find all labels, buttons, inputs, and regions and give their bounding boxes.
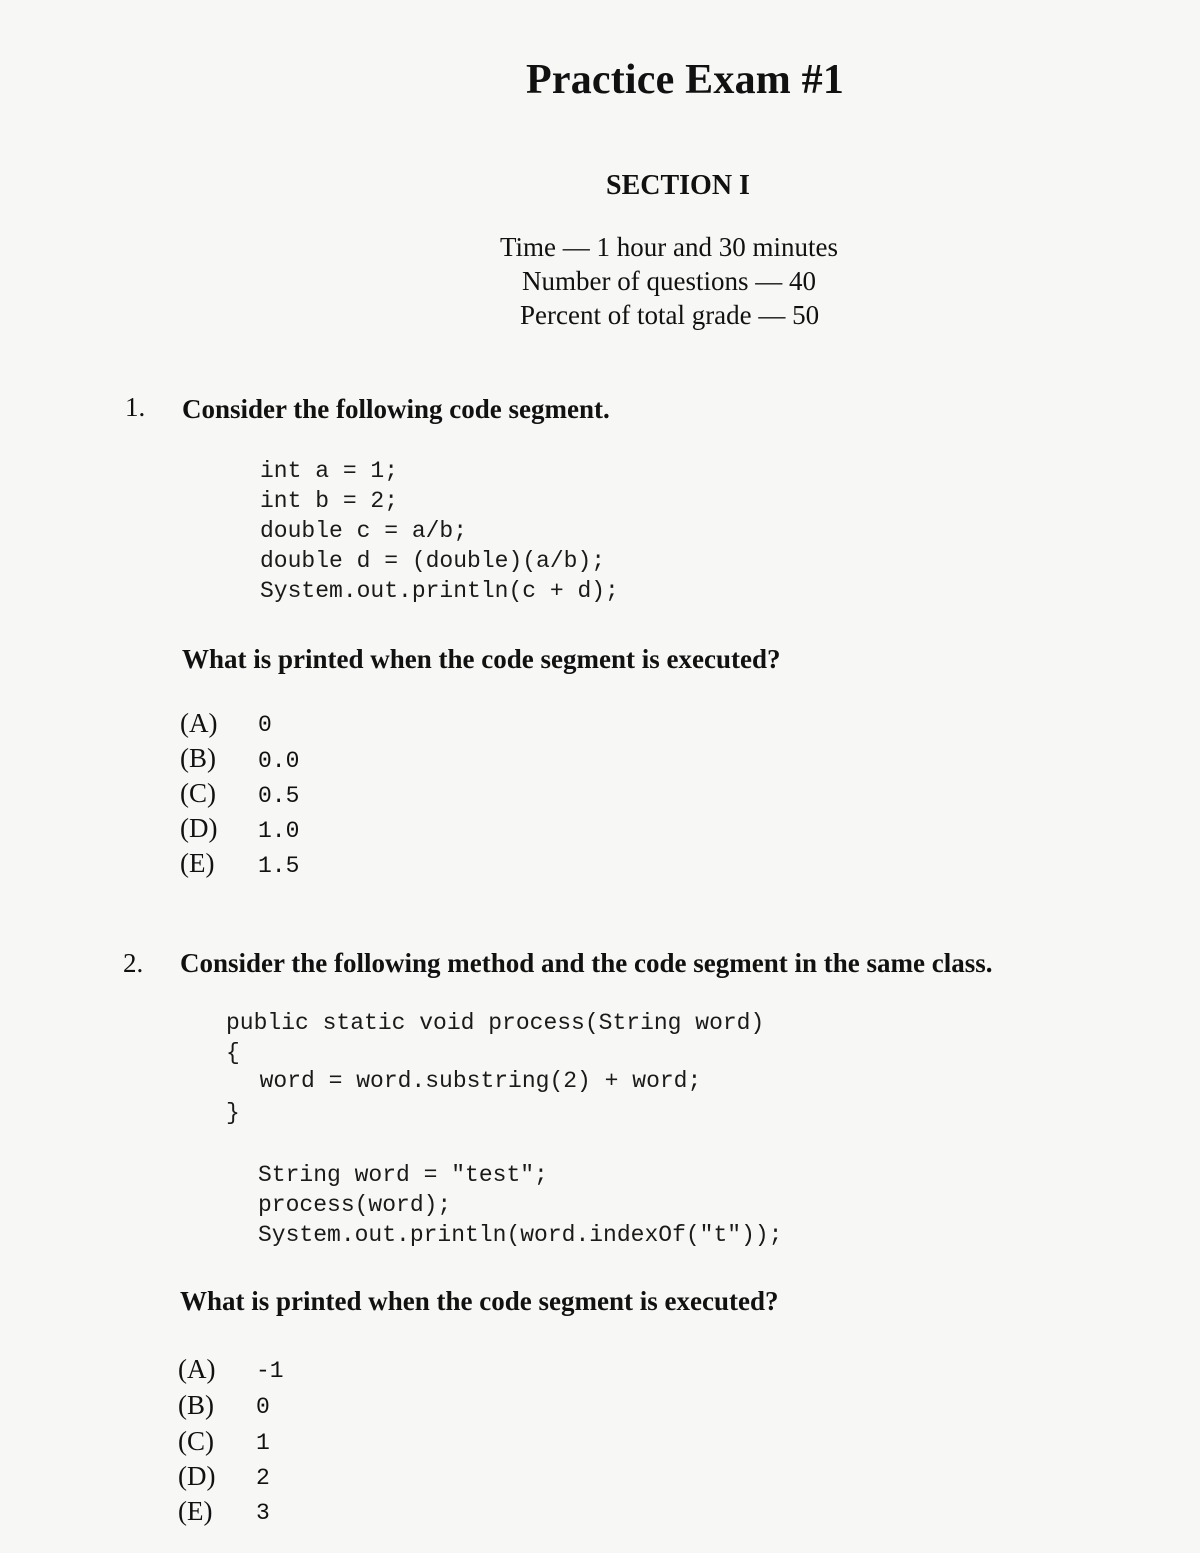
q1-option-value: 0 xyxy=(258,712,272,738)
question-2-number: 2. xyxy=(123,948,144,978)
q2-code-line: System.out.println(word.indexOf("t")); xyxy=(258,1222,783,1248)
question-2-prompt: Consider the following method and the code segment in the same class. xyxy=(180,948,993,978)
q1-option-value: 0.5 xyxy=(258,783,300,809)
q1-option-value: 0.0 xyxy=(258,748,300,774)
question-1-ask: What is printed when the code segment is executed? xyxy=(182,644,781,674)
q2-code-line: String word = "test"; xyxy=(258,1162,548,1188)
questions-count-info: Number of questions — 40 xyxy=(522,266,816,296)
q2-option-value: 0 xyxy=(256,1394,270,1420)
q2-method-line: public static void process(String word) xyxy=(226,1010,765,1036)
section-heading: SECTION I xyxy=(606,170,750,201)
q1-code-line: int b = 2; xyxy=(260,488,399,514)
q1-option-letter: (E) xyxy=(180,848,215,878)
q1-code-line: double c = a/b; xyxy=(260,518,468,544)
q2-method-line: word = word.substring(2) + word; xyxy=(232,1068,702,1094)
q1-code-line: int a = 1; xyxy=(260,458,399,484)
time-info: Time — 1 hour and 30 minutes xyxy=(500,232,839,262)
q2-option-letter: (B) xyxy=(178,1390,214,1420)
q2-option-letter: (C) xyxy=(178,1426,214,1456)
q1-option-value: 1.5 xyxy=(258,853,300,879)
q2-method-line: { xyxy=(226,1040,240,1066)
q1-option-letter: (C) xyxy=(180,778,216,808)
q1-option-letter: (A) xyxy=(180,708,218,738)
q2-option-value: 3 xyxy=(256,1500,270,1526)
q1-code-line: System.out.println(c + d); xyxy=(260,578,619,604)
exam-title: Practice Exam #1 xyxy=(526,57,845,103)
question-1-prompt: Consider the following code segment. xyxy=(182,394,610,424)
q2-method-line: } xyxy=(226,1100,240,1126)
q2-option-letter: (D) xyxy=(178,1461,216,1491)
q1-option-letter: (B) xyxy=(180,743,216,773)
q2-code-line: process(word); xyxy=(258,1192,452,1218)
q2-option-value: -1 xyxy=(256,1358,284,1384)
q1-code-line: double d = (double)(a/b); xyxy=(260,548,606,574)
q1-option-value: 1.0 xyxy=(258,818,300,844)
q1-option-letter: (D) xyxy=(180,813,218,843)
q2-option-letter: (E) xyxy=(178,1496,213,1526)
percent-grade-info: Percent of total grade — 50 xyxy=(520,300,820,330)
question-2-ask: What is printed when the code segment is executed? xyxy=(180,1286,779,1316)
q2-option-value: 2 xyxy=(256,1465,270,1491)
q2-option-letter: (A) xyxy=(178,1354,216,1384)
question-1-number: 1. xyxy=(125,392,146,422)
q2-option-value: 1 xyxy=(256,1430,270,1456)
